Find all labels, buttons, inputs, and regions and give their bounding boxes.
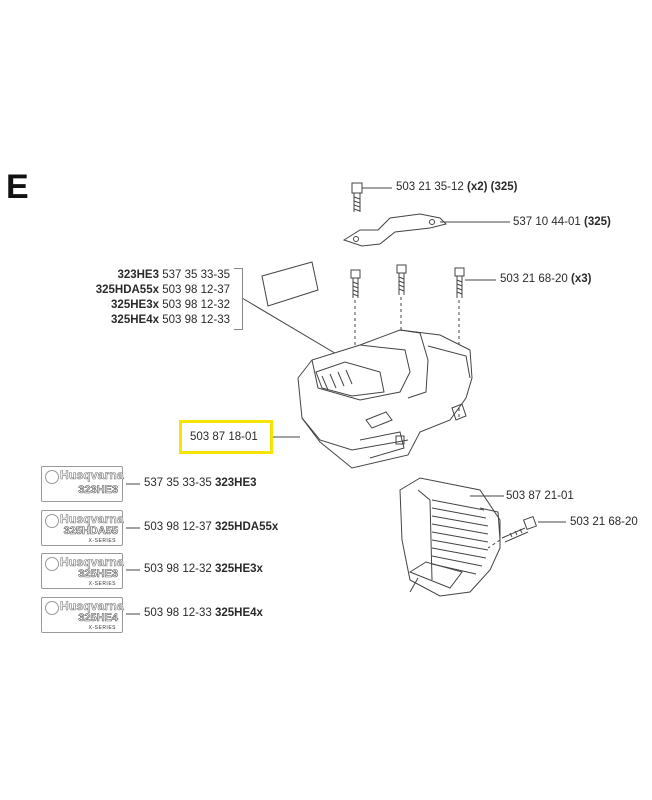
model-label-list [84,268,230,328]
list-item: 323HE3 537 35 33-35 [117,269,230,281]
decal-label-325HDA55x: 503 98 12-37 325HDA55x [144,521,279,533]
part-label-guard: 503 87 21-01 [506,490,574,502]
list-item: 325HE3x 503 98 12-32 [111,299,230,311]
section-letter: E [6,168,29,206]
highlighted-part-callout[interactable] [179,420,273,454]
husqvarna-logo-icon [45,601,59,615]
decal-label-323HE3: 537 35 33-35 323HE3 [144,477,257,489]
part-label-screw-side: 503 21 68-20 [570,516,638,528]
screw-side-drawing [502,517,536,542]
screws-3-drawing [351,265,464,298]
decal-325HE3x: Husqvarna 325HE3 X-SERIES [41,553,123,589]
part-label-bracket: 537 10 44-01 (325) [513,216,611,228]
label-plate-drawing [262,262,318,306]
part-label-screw-top: 503 21 35-12 (x2) (325) [396,181,518,193]
part-label-cover: 503 87 18-01 [190,431,258,443]
husqvarna-logo-icon [45,557,59,571]
list-item: 325HDA55x 503 98 12-37 [95,284,230,296]
decal-323HE3: Husqvarna 323HE3 [41,466,123,502]
list-bracket [234,268,243,330]
decal-label-325HE3x: 503 98 12-32 325HE3x [144,563,263,575]
list-item: 325HE4x 503 98 12-33 [111,314,230,326]
bracket-drawing [344,214,446,246]
part-label-screws-3: 503 21 68-20 (x3) [500,273,592,285]
decal-label-325HE4x: 503 98 12-33 325HE4x [144,607,263,619]
decal-325HDA55x: Husqvarna 325HDA55 X-SERIES [41,510,123,546]
husqvarna-logo-icon [45,514,59,528]
cover-drawing [298,330,472,468]
decal-325HE4x: Husqvarna 325HE4 X-SERIES [41,597,123,633]
screw-top-drawing [352,183,362,212]
husqvarna-logo-icon [45,470,59,484]
